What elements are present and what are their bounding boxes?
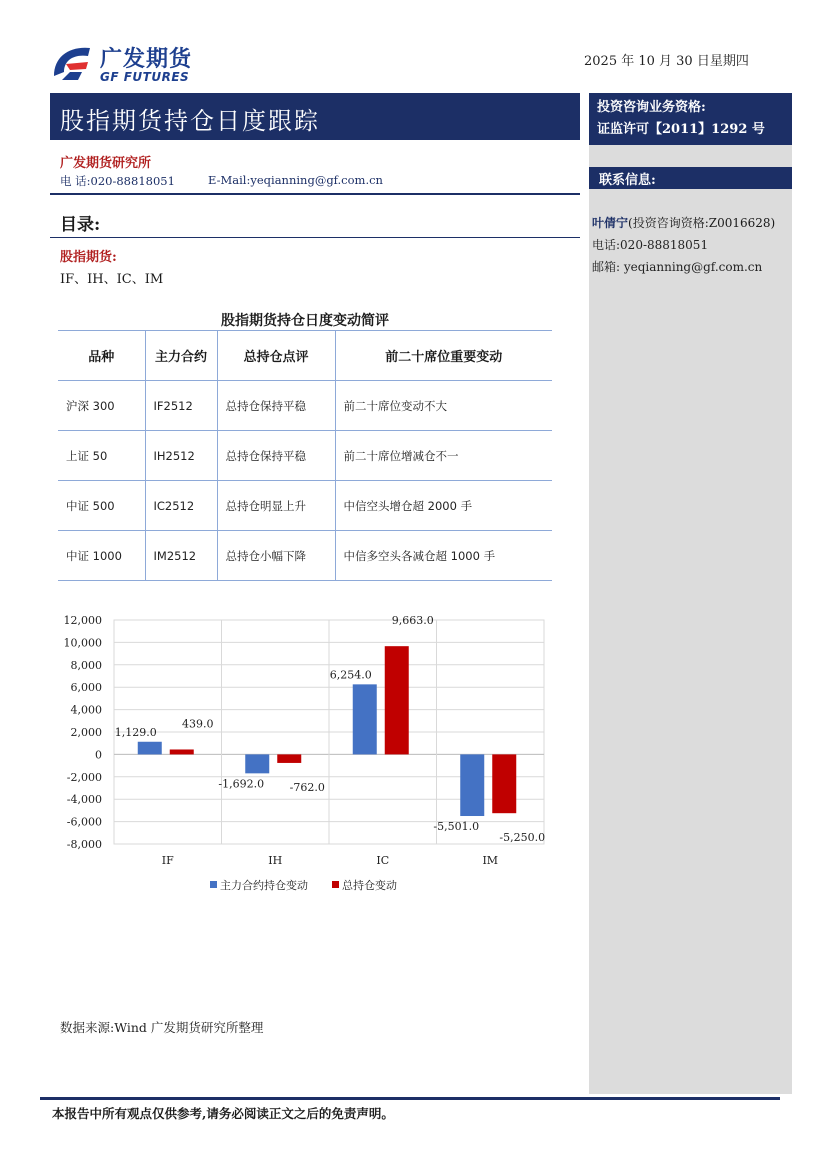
bar-total-oi (170, 749, 194, 754)
col-header-variety: 品种 (58, 331, 145, 381)
data-source: 数据来源:Wind 广发期货研究所整理 (60, 1020, 264, 1035)
chart-svg (58, 608, 550, 904)
brand-name-cn: 广发期货 (100, 47, 193, 72)
cell-oi-comment: 总持仓保持平稳 (217, 381, 335, 431)
analyst-email[interactable]: 邮箱: yeqianning@gf.com.cn (592, 260, 763, 274)
table-row (58, 481, 552, 531)
data-label: -762.0 (289, 780, 325, 794)
analyst-name: 叶倩宁 (592, 216, 629, 230)
data-label: 6,254.0 (329, 668, 372, 682)
x-tick-label: IC (376, 854, 390, 867)
y-tick-label: 10,000 (63, 636, 102, 650)
qualification-box (589, 93, 792, 145)
bar-total-oi (492, 754, 516, 813)
brand-logo (48, 42, 208, 86)
cell-oi-comment: 总持仓小幅下降 (217, 531, 335, 581)
cell-contract: IM2512 (145, 531, 217, 581)
gf-logo-icon (48, 42, 96, 86)
cell-variety: 沪深 300 (58, 381, 145, 431)
table-header-row (58, 331, 552, 381)
x-tick-label: IH (268, 854, 283, 867)
bar-total-oi (277, 754, 301, 763)
title-banner (50, 93, 580, 140)
col-header-top20-change: 前二十席位重要变动 (335, 331, 552, 381)
institute-phone: 电 话:020-88818051 (60, 174, 175, 188)
y-tick-label: -2,000 (66, 770, 102, 784)
cell-top20: 中信多空头各减仓超 1000 手 (335, 531, 552, 581)
cell-top20: 前二十席位增减仓不一 (335, 431, 552, 481)
toc-items: IF、IH、IC、IM (60, 272, 164, 287)
y-tick-label: 12,000 (63, 614, 102, 627)
bar-main-contract (353, 684, 377, 754)
table-row (58, 381, 552, 431)
bar-main-contract (460, 754, 484, 816)
data-label: 439.0 (182, 717, 214, 731)
data-label: 1,129.0 (114, 725, 157, 739)
y-tick-label: 0 (95, 748, 102, 762)
cell-top20: 中信空头增仓超 2000 手 (335, 481, 552, 531)
y-tick-label: 2,000 (70, 726, 102, 739)
cell-variety: 中证 500 (58, 481, 145, 531)
cell-variety: 中证 1000 (58, 531, 145, 581)
qualification-line-1: 投资咨询业务资格: (597, 100, 706, 115)
brand-name-en: GF FUTURES (100, 70, 190, 84)
bar-main-contract (245, 754, 269, 773)
cell-top20: 前二十席位变动不大 (335, 381, 552, 431)
y-tick-label: 4,000 (70, 703, 102, 717)
report-date: 2025 年 10 月 30 日星期四 (584, 54, 749, 69)
legend-label: 主力合约持仓变动 (220, 879, 308, 892)
y-tick-label: 8,000 (70, 658, 102, 672)
institute-email[interactable]: E-Mail:yeqianning@gf.com.cn (208, 173, 383, 187)
disclaimer: 本报告中所有观点仅供参考,请务必阅读正文之后的免责声明。 (52, 1106, 394, 1121)
col-header-main-contract: 主力合约 (145, 331, 217, 381)
institute-name: 广发期货研究所 (60, 156, 152, 171)
cell-oi-comment: 总持仓保持平稳 (217, 431, 335, 481)
data-label: -5,501.0 (433, 820, 480, 834)
data-label: -1,692.0 (218, 777, 265, 791)
bar-total-oi (385, 646, 409, 754)
y-tick-label: 6,000 (70, 681, 102, 695)
contact-header: 联系信息: (589, 167, 792, 189)
cell-oi-comment: 总持仓明显上升 (217, 481, 335, 531)
cell-contract: IF2512 (145, 381, 217, 431)
bar-main-contract (138, 742, 162, 755)
y-tick-label: -8,000 (66, 838, 102, 851)
divider (50, 193, 580, 195)
analyst (592, 214, 775, 231)
data-label: -5,250.0 (499, 831, 546, 845)
cell-contract: IC2512 (145, 481, 217, 531)
y-tick-label: -4,000 (66, 793, 102, 807)
cell-contract: IH2512 (145, 431, 217, 481)
table-title: 股指期货持仓日度变动简评 (221, 313, 389, 329)
x-tick-label: IF (161, 854, 174, 867)
x-tick-label: IM (482, 854, 499, 867)
y-tick-label: -6,000 (66, 815, 102, 829)
summary-table (58, 330, 552, 581)
qualification-line-2: 证监许可【2011】1292 号 (597, 122, 765, 137)
data-label: 9,663.0 (391, 614, 434, 628)
position-change-chart (58, 608, 550, 904)
table-row (58, 531, 552, 581)
analyst-phone: 电话:020-88818051 (592, 238, 709, 252)
footer-divider (40, 1097, 780, 1100)
col-header-oi-comment: 总持仓点评 (217, 331, 335, 381)
report-title: 股指期货持仓日度跟踪 (60, 107, 320, 135)
toc-section: 股指期货: (60, 250, 117, 265)
cell-variety: 上证 50 (58, 431, 145, 481)
divider (50, 237, 580, 238)
analyst-cert: (投资咨询资格:Z0016628) (628, 216, 776, 230)
table-row (58, 431, 552, 481)
toc-label: 目录: (60, 215, 101, 235)
legend-swatch (210, 881, 217, 888)
legend-label: 总持仓变动 (342, 879, 397, 892)
legend-swatch (332, 881, 339, 888)
